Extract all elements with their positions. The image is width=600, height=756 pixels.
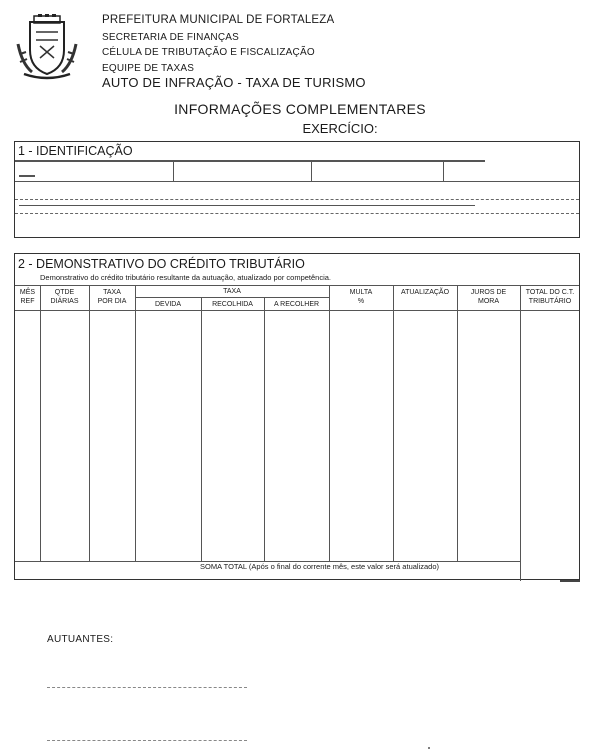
exercicio-label: EXERCÍCIO: — [302, 121, 378, 136]
col-taxa-group: TAXA — [223, 288, 241, 295]
autuantes-label: AUTUANTES: — [47, 634, 114, 645]
header-celula: CÉLULA DE TRIBUTAÇÃO E FISCALIZAÇÃO — [102, 47, 315, 58]
header-secretaria: SECRETARIA DE FINANÇAS — [102, 32, 240, 43]
column-divider — [40, 285, 41, 561]
divider — [443, 161, 444, 181]
demonstrativo-subtitle: Demonstrativo do crédito tributário resultante da autuação, atualizado por competência. — [40, 273, 332, 282]
header-equipe: EQUIPE DE TAXAS — [102, 63, 195, 74]
identificacao-title: 1 - IDENTIFICAÇÃO — [18, 144, 133, 158]
col-taxa-a-recolher: A RECOLHER — [273, 301, 320, 308]
col-multa: MULTA % — [349, 289, 373, 305]
page-title: INFORMAÇÕES COMPLEMENTARES — [174, 101, 426, 117]
column-divider — [457, 285, 458, 561]
column-divider — [393, 285, 394, 561]
divider — [15, 285, 579, 286]
col-taxa-devida: DEVIDA — [154, 301, 182, 308]
col-qtde-diarias: QTDE DIÁRIAS — [50, 289, 79, 305]
demonstrativo-title: 2 - DEMONSTRATIVO DO CRÉDITO TRIBUTÁRIO — [18, 257, 305, 271]
column-divider — [520, 285, 521, 581]
column-divider — [329, 285, 330, 561]
signature-line — [47, 740, 247, 741]
divider — [560, 580, 580, 582]
municipal-crest-icon — [16, 14, 78, 80]
identificacao-section — [14, 141, 580, 238]
divider — [15, 199, 579, 200]
col-mes-ref: MÊS REF — [19, 289, 36, 305]
column-divider — [89, 285, 90, 561]
divider — [15, 160, 485, 162]
header-auto-infracao: AUTO DE INFRAÇÃO - TAXA DE TURISMO — [102, 75, 366, 90]
signature-line — [47, 687, 247, 688]
divider — [15, 213, 579, 214]
col-total-ct: TOTAL DO C.T. TRIBUTÁRIO — [525, 289, 575, 305]
column-divider — [201, 297, 202, 561]
col-taxa-por-dia: TAXA POR DIA — [97, 289, 127, 305]
col-taxa-recolhida: RECOLHIDA — [212, 301, 253, 308]
header-prefeitura: PREFEITURA MUNICIPAL DE FORTALEZA — [102, 14, 335, 26]
column-divider — [135, 285, 136, 561]
speck — [428, 747, 430, 749]
col-juros-de-mora: JUROS DE MORA — [470, 289, 507, 305]
divider — [136, 297, 329, 298]
column-divider — [264, 297, 265, 561]
divider — [19, 175, 35, 177]
col-atualizacao: ATUALIZAÇÃO — [400, 289, 450, 296]
demonstrativo-section — [14, 253, 580, 580]
divider — [173, 161, 174, 181]
divider — [15, 310, 579, 311]
divider — [311, 161, 312, 181]
divider — [19, 205, 475, 206]
soma-total-label: SOMA TOTAL (Após o final do corrente mês, este valor será atualizado) — [200, 562, 440, 571]
divider — [15, 181, 579, 182]
